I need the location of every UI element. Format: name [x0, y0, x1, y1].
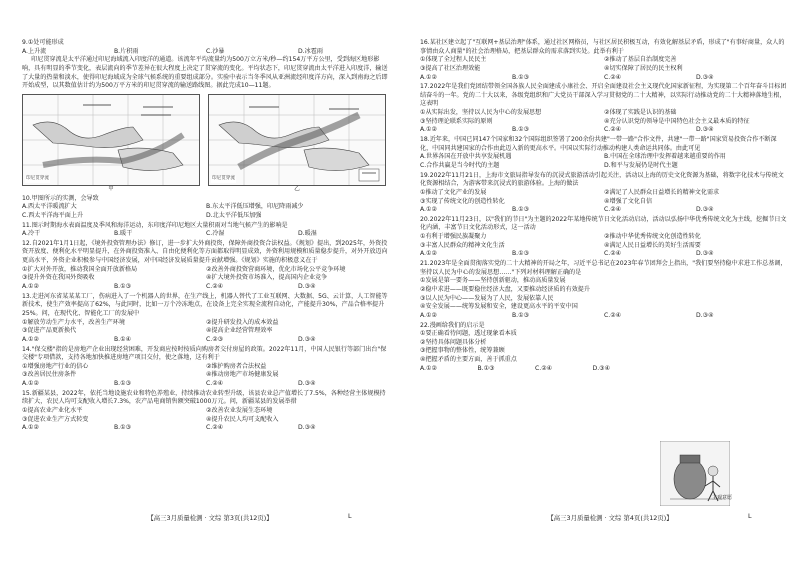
q12-option-2: ②改善外商投资营商环境，优化市场化公平竞争环境 — [206, 265, 346, 273]
q9-options — [22, 48, 390, 57]
q22-option-1: ①要正确看待问题，透过现象看本质 — [420, 330, 517, 338]
q20-option-3: ③丰富人民群众的精神文化生活 — [420, 241, 505, 249]
q19-answers — [420, 206, 788, 215]
q20-option-1: ①有利于增强民族凝聚力 — [420, 233, 487, 241]
q15-answer-a: A.①② — [22, 424, 39, 432]
q16-option-2: ②推动了基层自治制度完善 — [604, 56, 677, 64]
q12-answers — [22, 283, 390, 292]
q13-answers — [22, 336, 390, 345]
q12-option-4: ④扩大境外投资市场准入，提高国内企业竞争 — [206, 274, 328, 282]
q17-option-2: ②体现了实践是认识的基础 — [604, 109, 677, 117]
q16-option-3: ③提高了社区治理效能 — [420, 64, 481, 72]
q10-option-c: C.西太平洋海平面上升 — [22, 211, 84, 219]
q20-options-1 — [420, 233, 788, 242]
q16-answer-b: B.①③ — [512, 73, 530, 81]
q14-answer-d: D.③④ — [298, 380, 316, 388]
q12-answer-d: D.③④ — [298, 283, 316, 291]
reading-passage: 印尼贯穿流是太平洋通过印尼海域流入印度洋的通道。该流年平均流量约为500万立方米/秒—约154万平方公里，受到海区地形影响，具有明显的季节变化，表层流向的季节差异在很大程度上决定了贯穿流的变化。平均状态下，印尼贯穿流由太平洋进入印度洋，输送了大量的热量和淡水，使得印尼海域成为全球气候系统的重要组成部分。实验中表示当冬季风从亚洲流经印度洋方向，深入到南海之后即开始成型，以其数值估计约为500万平方米的印尼贯穿流的输送路线图。据此完成10—11题。 — [22, 56, 388, 90]
map-a-caption: 甲 — [108, 185, 114, 192]
q15-answer-d: D.③④ — [298, 424, 316, 432]
q19-option-3: ③实现了传统文化的创造性转化 — [420, 197, 505, 205]
q16-answer-d: D.③④ — [696, 73, 714, 81]
q13-answer-d: D.③④ — [298, 335, 316, 343]
q14-stem: 14."保交楼"指的是房地产企业出现经营困难，开发商应按时按质向购房者交付房屋的政策。2022年11月，中国人民银行等部门出台"保交楼"专项借款，支持各地加快推进房地产项目交付，使之落地，这有利于 — [22, 345, 387, 362]
q20-answer-d: D.③④ — [696, 250, 714, 258]
left-page — [22, 38, 390, 433]
q21-stem: 21.2023年是全面贯彻落实党的二十大精神的开局之年，习近平总书记在2023年春节团拜会上指出，"我们要坚持稳中求进工作总基调，坚持以人民为中心的发展思想……"下列对材料理解正确的是 — [420, 260, 787, 276]
q9-option-d: D.冰雹雨 — [298, 47, 323, 55]
q18-options-2 — [420, 162, 788, 171]
q21-option-3: ③以人民为中心——发展为了人民，发展依靠人民 — [420, 294, 554, 302]
q19-option-4: ④增强了文化自信 — [604, 197, 653, 205]
map-b-caption: 乙 — [294, 185, 300, 192]
map-a-drawing — [23, 95, 199, 185]
map-a — [22, 94, 200, 186]
q13-answer-b: B.①④ — [114, 335, 132, 343]
q16-answer-a: A.①② — [420, 73, 437, 81]
q19-option-2: ②满足了人民群众日益增长的精神文化需求 — [604, 188, 720, 196]
q14-answer-b: B.①③ — [114, 380, 132, 388]
q22-option-2: ②坚持具体问题具体分析 — [420, 338, 487, 346]
q13-option-3: ③促进产品更新换代 — [22, 327, 77, 335]
map-b — [208, 94, 386, 186]
q22-answer-a: A.①② — [420, 364, 437, 372]
q19-answer-c: C.②④ — [604, 206, 622, 214]
q19-stem: 19.2022年11月21日，上海市文旅局指导发布的沉浸式旅游活动引起关注，活动以上海的历史文化资源为基础，将数字化技术与传统文化资源相结合，为游客带来沉浸式的旅游体验。上海的做法 — [420, 171, 784, 188]
q16-option-4: ④切实保障了居民的民主权利 — [604, 64, 683, 72]
q14-option-3: ③改善居民住房条件 — [22, 371, 77, 379]
q13-option-2: ②提升研发投入的成本效益 — [206, 318, 279, 326]
q17-answer-c: C.②④ — [604, 126, 622, 134]
q13-answer-a: A.①② — [22, 335, 39, 343]
q11-option-b: B.暖干 — [114, 230, 133, 238]
q10-option-b: B.东太平洋低压增强，印尼降雨减少 — [206, 203, 304, 211]
q21-answer-d: D.③④ — [696, 311, 714, 319]
q15-answer-c: C.②④ — [206, 424, 224, 432]
q20-option-4: ④满足人民日益增长的美好生活需要 — [604, 241, 701, 249]
q21-option-2: ②稳中求进——既要稳住经济大盘，又要推动经济质的有效提升 — [420, 285, 590, 293]
q21-option-4: ④安全发展——统筹发展和安全，建设更高水平的平安中国 — [420, 303, 578, 311]
q17-options-2 — [420, 118, 788, 127]
q21-answer-b: B.①③ — [512, 311, 530, 319]
q15-options-1 — [22, 407, 390, 416]
q16-option-1: ①体现了全过程人民民主 — [420, 56, 487, 64]
q10-option-d: D.北太平洋低压加强 — [206, 211, 262, 219]
q22-option-3: ③把握事物的整体性，统筹兼顾 — [420, 347, 505, 355]
left-page-footer: 【高三3月质量检测 · 文综 第3页(共12页)】 — [147, 514, 273, 522]
map-a-current-label: 印尼贯穿流 — [26, 176, 49, 182]
q11-option-a: A.冷干 — [22, 230, 41, 238]
q17-stem: 17.2022年是我们党团结带领全国各族人民全面建成小康社会、开启全面建设社会主义现代化国家新征程，为实现第二个百年奋斗目标团结奋斗的一年。党的二十大以来，各级党组织和广大党员干部深入学习贯彻党的二十大精神，以实际行动推动党的二十大精神落地生根，这表明 — [420, 83, 787, 108]
q14-answer-c: C.②④ — [206, 380, 224, 388]
map-b-drawing — [209, 95, 385, 185]
q20-stem: 20.2022年11月23日，以"我们的节日"为主题的2022年某地传统节日文化活动启动，活动以弘扬中华优秀传统文化为主线，挖掘节日文化内涵，丰富节日文化活动形式，这一活动 — [420, 215, 787, 232]
map-b-current-label: 印尼贯穿流 — [212, 176, 235, 182]
q22-stem: 22.漫画给我们的启示是 — [420, 321, 485, 329]
map-captions — [22, 186, 390, 194]
q18-option-a: A.世界各国在开放中共享发展机遇 — [420, 153, 512, 161]
q12-option-3: ③提升外资在我国外资吸收 — [22, 274, 95, 282]
q21-answer-c: C.②④ — [604, 311, 622, 319]
q16-answers — [420, 74, 788, 83]
q9-option-c: C.沙暴 — [206, 47, 225, 55]
q22-answer-d: D.③④ — [592, 364, 611, 372]
q21-answer-a: A.①② — [420, 311, 437, 319]
q14-answer-a: A.①② — [22, 380, 39, 388]
q19-option-1: ①推动了文化产业的发展 — [420, 188, 487, 196]
q15-option-4: ④提升农民人均可支配收入 — [206, 415, 279, 423]
q14-option-2: ②维护购房者合法权益 — [206, 362, 267, 370]
cartoon-caption: 主观意愿 — [712, 495, 733, 501]
q17-option-4: ④充分认识党的领导是中国特色社会主义最本质的特征 — [604, 117, 750, 125]
q15-stem: 15.新疆某县，2022年，依托当地设施农业和特色养殖业，持续推动农业转型升级，该县农业总产值增长了7.5%，各种经营主体规模持续扩大，农民人均可支配收入增长7.3%，农产品电商销售额突破1000万元。问，新疆某县的发展举措 — [22, 389, 386, 406]
q19-options-1 — [420, 189, 788, 198]
q13-options-2 — [22, 327, 390, 336]
q20-options-2 — [420, 242, 788, 251]
q21-answers — [420, 312, 788, 321]
q10-option-a: A.西太平洋暖流扩大 — [22, 203, 77, 211]
q19-answer-a: A.①② — [420, 206, 437, 214]
right-page-mark: L — [748, 512, 752, 520]
q16-stem: 16.某社区建立起了"互联网+基层治理"体系，通过社区网格员，与社区居民积极互动，有效化解基层矛盾，形成了"有事好商量，众人的事情由众人商量"的社会治理格局，把基层群众的需求落到实处。此举有利于 — [420, 39, 785, 55]
q11-stem: 11.图示时期海水表面温度及季风和海洋运动，东印度洋印尼地区大量积雨对当地气候产生的影响是 — [22, 221, 288, 229]
q12-option-1: ①扩大对外开放，推动我国全面开放新格局 — [22, 265, 138, 273]
q14-options-2 — [22, 371, 390, 380]
q16-options-1 — [420, 56, 788, 65]
q10-stem: 10.甲图所示的实测，会导致 — [22, 194, 99, 202]
q12-answer-b: B.①③ — [114, 283, 132, 291]
q16-answer-c: C.②④ — [604, 73, 622, 81]
q20-answer-c: C.②④ — [604, 250, 622, 258]
q14-option-1: ①增强房地产行业的信心 — [22, 362, 89, 370]
map-figures — [22, 94, 390, 186]
q17-options-1 — [420, 109, 788, 118]
q13-stem: 13.走进河东省某某某工厂，伤病进入了一个机器人的世界，在生产线上，机器人替代了工业互联网、大数据、5G、云计算，人工智能等新技术，使生产效率提高了62%，与此同时，比如一万个冷冻地点，在设备上完全实现全流程自动化，产能提升30%，产品合格率提升25%。问，在现代化、智能化工厂的发展中 — [22, 292, 388, 317]
q15-answers — [22, 424, 390, 433]
q17-answers — [420, 126, 788, 135]
q11-option-d: D.暖湿 — [298, 230, 317, 238]
q12-stem: 12.自2021年1月1日起，《境外投资管理办法》修订，进一步扩大外商投资，保障外商投资合法权益。《规划》提出，到2025年，外资投资开放度、便利化水平明显提升，在外商投资准入、自由化便利化等方面都取得明显成效，外资利用规模和质量稳步提升，对外开放迈向更高水平，外资企业积极参与中国经济发展，对中国经济发展质量提升贡献增强。《规划》实施的积极意义在于 — [22, 239, 388, 265]
q15-answer-b: B.①③ — [114, 424, 132, 432]
q15-option-2: ②改善农业发展生态环境 — [206, 407, 273, 415]
right-page-footer: 【高三3月质量检测 · 文综 第4页(共12页)】 — [547, 514, 673, 522]
right-page — [420, 38, 788, 501]
q13-option-1: ①解放劳动生产力水平，改善生产环境 — [22, 318, 125, 326]
q18-option-c: C.合作共赢是当今时代的主题 — [420, 161, 500, 169]
q17-option-1: ①从实际出发，坚持以人民为中心的发展思想 — [420, 109, 542, 117]
q18-option-d: D.和平与发展仍是时代主题 — [604, 161, 678, 169]
q20-answer-a: A.①② — [420, 250, 437, 258]
q17-answer-d: D.③④ — [696, 126, 714, 134]
q18-stem: 18.近年来，中国已同147个国家和32个国际组织签署了200余份共建"一带一路"合作文件，共建"一带一路"国家贸易投资合作不断深化，中国同共建国家的合作由此迈入新的更高水平。中国以实际行动推动构建人类命运共同体。由此可见 — [420, 136, 777, 152]
q11-option-c: C.冷湿 — [206, 230, 225, 238]
q14-option-4: ④推动房地产市场健康发展 — [206, 371, 279, 379]
q15-option-3: ③促进农业生产方式转变 — [22, 415, 89, 423]
q19-answer-d: D.③④ — [696, 206, 714, 214]
q18-options-1 — [420, 153, 788, 162]
q11-options — [22, 230, 390, 239]
q13-option-4: ④提高企业经营管理效率 — [206, 327, 273, 335]
q20-option-2: ②推动中华优秀传统文化创造性转化 — [604, 233, 701, 241]
q20-answers — [420, 250, 788, 259]
q10-options-2 — [22, 212, 390, 221]
q20-answer-b: B.①③ — [512, 250, 530, 258]
q22-answer-c: C.②④ — [535, 364, 553, 372]
left-page-mark: L — [348, 512, 352, 520]
q9-option-a: A.上升流 — [22, 47, 47, 55]
q17-option-3: ③坚持理论联系实际的原则 — [420, 117, 493, 125]
q12-answer-c: C.②④ — [206, 283, 224, 291]
q17-answer-b: B.①③ — [512, 126, 530, 134]
q9-stem: 9.①处可能形成 — [22, 39, 64, 46]
q22-answers — [420, 365, 650, 374]
q18-option-b: B.中国在全球治理中发挥着越来越重要的作用 — [604, 153, 726, 161]
q14-answers — [22, 380, 390, 389]
q12-options-2 — [22, 274, 390, 283]
q15-option-1: ①提高农业产业化水平 — [22, 407, 83, 415]
q19-answer-b: B.①③ — [512, 206, 530, 214]
q9-option-b: B.片积雨 — [114, 47, 139, 55]
q22-option-4: ④把握矛盾的主要方面，善于抓重点 — [420, 356, 517, 364]
q16-options-2 — [420, 65, 788, 74]
q17-answer-a: A.①② — [420, 126, 437, 134]
q12-answer-a: A.①② — [22, 283, 39, 291]
q15-options-2 — [22, 416, 390, 425]
q13-options-1 — [22, 319, 390, 328]
q21-option-1: ①发展是第一要务——坚持创新驱动，推动高质量发展 — [420, 277, 566, 285]
q10-options-1 — [22, 203, 390, 212]
q19-options-2 — [420, 198, 788, 207]
q13-answer-c: C.②③ — [206, 335, 224, 343]
q22-answer-b: B.①③ — [477, 364, 495, 372]
